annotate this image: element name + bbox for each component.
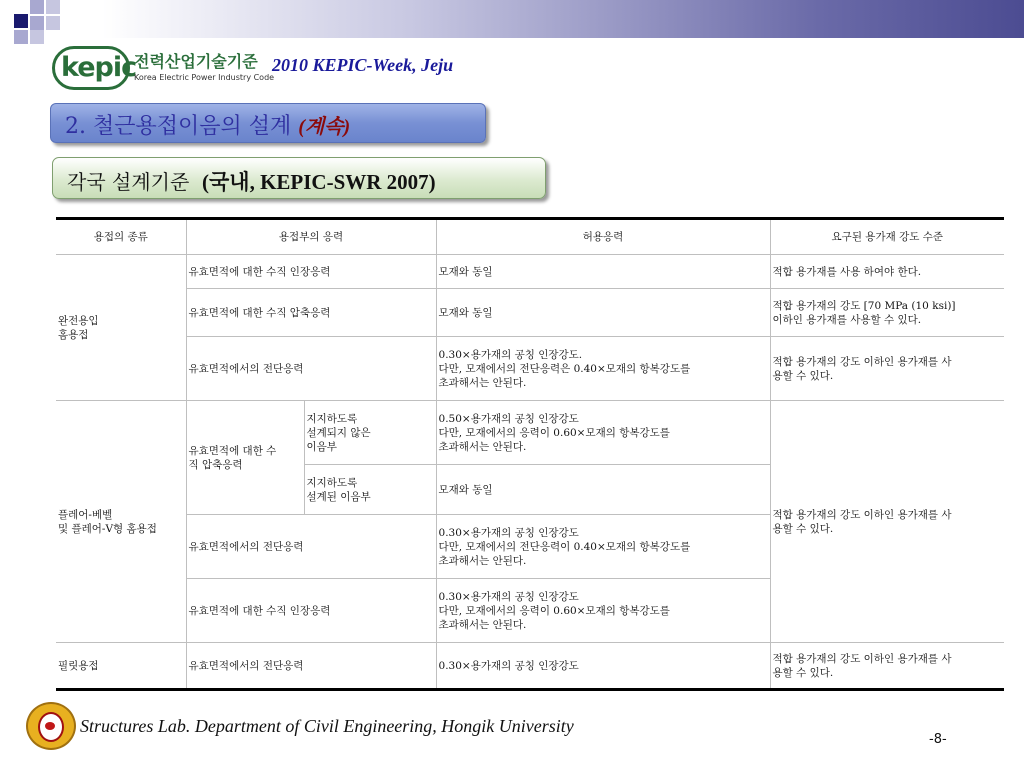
sub-title-box [52,157,546,199]
filler-line: 적합 용가재의 강도 이하인 용가재를 사 [772,508,952,521]
event-title: 2010 KEPIC-Week, Jeju [272,55,454,75]
weld-type-line: 플레어-베벨 [58,508,113,521]
allowable-line: 모재와 동일 [438,265,493,278]
filler-cell [770,643,1004,690]
stress-cell: 유효면적에서의 전단응력 [186,515,436,579]
condition-line: 설계되지 않은 [306,426,371,439]
table-row [56,401,1004,465]
filler-line: 이하인 용가재를 사용할 수 있다. [772,313,922,326]
sub-title [67,166,436,196]
sub-title-detail: (국내, KEPIC-SWR 2007) [202,170,436,194]
stress-cell: 유효면적에서의 전단응력 [186,337,436,401]
allowable-line: 다만, 모재에서의 전단응력이 0.40×모재의 항복강도를 [438,540,691,553]
logo-english-text: Korea Electric Power Industry Code [134,73,275,82]
allowable-line: 0.30×용가재의 공칭 인장강도 [438,526,579,539]
allowable-line: 다만, 모재에서의 전단응력은 0.40×모재의 항복강도를 [438,362,691,375]
filler-line: 용할 수 있다. [772,369,834,382]
weld-type-cell [56,255,186,401]
weld-type-cell [56,643,186,690]
section-title-main: 2. 철근용접이음의 설계 [65,114,292,139]
header-filler-strength: 요구된 용가재 강도 수준 [770,219,1004,255]
decoration-square [30,0,44,14]
allowable-line: 초과해서는 안된다. [438,376,527,389]
table-row [56,289,1004,337]
header-stress: 용접부의 응력 [186,219,436,255]
table-row [56,337,1004,401]
sub-title-korean: 각국 설계기준 [67,170,190,194]
allowable-cell [436,465,770,515]
condition-line: 이음부 [306,440,337,453]
allowable-cell [436,643,770,690]
logo-korean-text: 전력산업기술기준 [134,52,258,71]
condition-line: 설계된 이음부 [306,490,371,503]
filler-cell [770,337,1004,401]
condition-cell [304,401,436,465]
weld-type-line: 및 플레어-V형 홈용접 [58,522,157,535]
decoration-square [14,30,28,44]
filler-cell [770,289,1004,337]
stress-cell: 유효면적에 대한 수직 압축응력 [186,289,436,337]
decoration-square [46,16,60,30]
allowable-cell [436,337,770,401]
decoration-square [14,14,28,28]
stress-line: 직 압축응력 [188,458,243,471]
filler-cell [770,401,1004,643]
header-weld-type: 용접의 종류 [56,219,186,255]
allowable-cell [436,289,770,337]
allowable-cell [436,255,770,289]
filler-line: 적합 용가재의 강도 이하인 용가재를 사 [772,652,952,665]
page-number: -8- [929,732,947,747]
allowable-line: 초과해서는 안된다. [438,440,527,453]
weld-type-line: 완전용입 [58,314,99,327]
design-criteria-table [56,217,1004,691]
stress-cell: 유효면적에 대한 수직 인장응력 [186,255,436,289]
condition-cell [304,465,436,515]
allowable-cell [436,579,770,643]
allowable-cell [436,515,770,579]
allowable-line: 0.30×용가재의 공칭 인장강도. [438,348,583,361]
logo-mark-text: kepic [61,52,137,83]
allowable-line: 다만, 모재에서의 응력이 0.60×모재의 항복강도를 [438,604,670,617]
decoration-square [30,30,44,44]
filler-line: 적합 용가재의 강도 [70 MPa (10 ksi)] [772,299,956,312]
decoration-square [46,0,60,14]
decoration-square [30,16,44,30]
university-mascot-icon [26,702,76,750]
condition-line: 지지하도록 [306,476,358,489]
allowable-line: 0.30×용가재의 공칭 인장강도 [438,659,579,672]
weld-type-line: 필릿용접 [58,659,99,672]
table-row [56,643,1004,690]
weld-type-line: 홈용접 [58,328,89,341]
allowable-line: 0.30×용가재의 공칭 인장강도 [438,590,579,603]
kepic-logo [52,46,275,90]
footer-affiliation: Structures Lab. Department of Civil Engineering, Hongik University [80,716,574,736]
kepic-logo-mark [52,46,137,90]
stress-cell: 유효면적에 대한 수직 인장응력 [186,579,436,643]
top-decoration-band [0,0,1024,38]
table-header-row [56,219,1004,255]
section-title-suffix: (계속) [298,116,351,138]
stress-line: 유효면적에 대한 수 [188,444,277,457]
allowable-cell [436,401,770,465]
allowable-line: 다만, 모재에서의 응력이 0.60×모재의 항복강도를 [438,426,670,439]
mascot-mouth [45,722,55,730]
section-title-box [50,103,486,143]
allowable-line: 모재와 동일 [438,483,493,496]
condition-line: 지지하도록 [306,412,358,425]
allowable-line: 0.50×용가재의 공칭 인장강도 [438,412,579,425]
allowable-line: 초과해서는 안된다. [438,554,527,567]
table-row [56,255,1004,289]
filler-line: 적합 용가재의 강도 이하인 용가재를 사 [772,355,952,368]
stress-cell [186,401,304,515]
filler-cell [770,255,1004,289]
filler-line: 적합 용가재를 사용 하여야 한다. [772,265,922,278]
stress-cell: 유효면적에서의 전단응력 [186,643,436,690]
weld-type-cell [56,401,186,643]
header-allowable: 허용응력 [436,219,770,255]
filler-line: 용할 수 있다. [772,666,834,679]
allowable-line: 모재와 동일 [438,306,493,319]
allowable-line: 초과해서는 안된다. [438,618,527,631]
section-title [65,109,350,140]
filler-line: 용할 수 있다. [772,522,834,535]
